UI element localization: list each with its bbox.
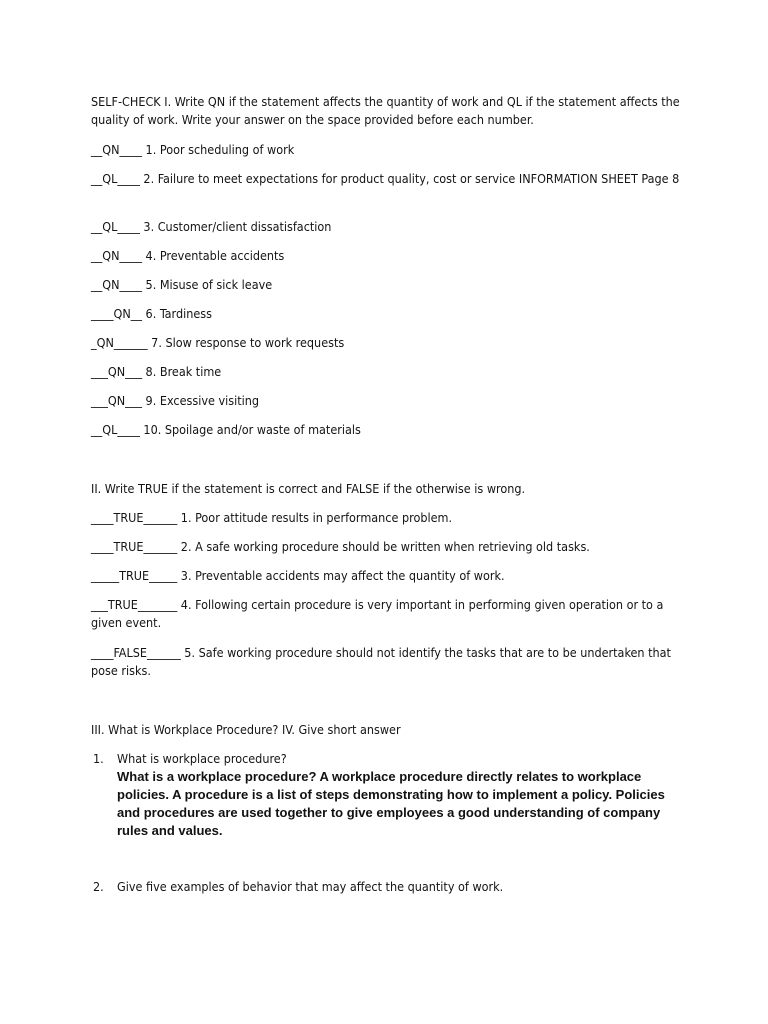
part1-item-8: ___QN___ 8. Break time	[91, 364, 222, 379]
part2-item-3: _____TRUE_____ 3. Preventable accidents may affect the quantity of work.	[91, 568, 505, 583]
question-1-answer: What is a workplace procedure? A workplace procedure directly relates to workplace policies. A procedure is a list of steps demonstrating how to implement a policy. Policies and procedures are used together to give employees a good understanding of company rules and values.	[117, 769, 665, 838]
part1-item-1: __QN____ 1. Poor scheduling of work	[91, 142, 295, 157]
part2-item-4: ___TRUE_______ 4. Following certain procedure is very important in performing given operation or to a given event.	[91, 597, 664, 630]
question-1-number: 1.	[93, 751, 104, 766]
question-1-text: What is workplace procedure?	[117, 751, 287, 766]
part2-instructions: II. Write TRUE if the statement is correct and FALSE if the otherwise is wrong.	[91, 481, 526, 496]
part1-item-5: __QN____ 5. Misuse of sick leave	[91, 277, 273, 292]
part2-item-5: ____FALSE______ 5. Safe working procedure should not identify the tasks that are to be undertaken that pose risks.	[91, 645, 671, 678]
self-check-instructions: SELF-CHECK I. Write QN if the statement affects the quantity of work and QL if the statement affects the quality of work. Write your answer on the space provided before each number.	[91, 94, 680, 127]
part1-item-4: __QN____ 4. Preventable accidents	[91, 248, 285, 263]
part1-item-9: ___QN___ 9. Excessive visiting	[91, 393, 260, 408]
part1-item-6: ____QN__ 6. Tardiness	[91, 306, 212, 321]
question-2-text: Give five examples of behavior that may affect the quantity of work.	[117, 879, 504, 894]
part1-item-10: __QL____ 10. Spoilage and/or waste of materials	[91, 422, 361, 437]
part3-heading: III. What is Workplace Procedure? IV. Give short answer	[91, 722, 401, 737]
part2-item-2: ____TRUE______ 2. A safe working procedure should be written when retrieving old tasks.	[91, 539, 590, 554]
question-2-number: 2.	[93, 879, 104, 894]
part1-item-3: __QL____ 3. Customer/client dissatisfaction	[91, 219, 332, 234]
part2-item-1: ____TRUE______ 1. Poor attitude results in performance problem.	[91, 510, 453, 525]
part1-item-7: _QN______ 7. Slow response to work requests	[91, 335, 345, 350]
part1-item-2: __QL____ 2. Failure to meet expectations for product quality, cost or service INFORMATION SHEET Page 8	[91, 171, 680, 186]
